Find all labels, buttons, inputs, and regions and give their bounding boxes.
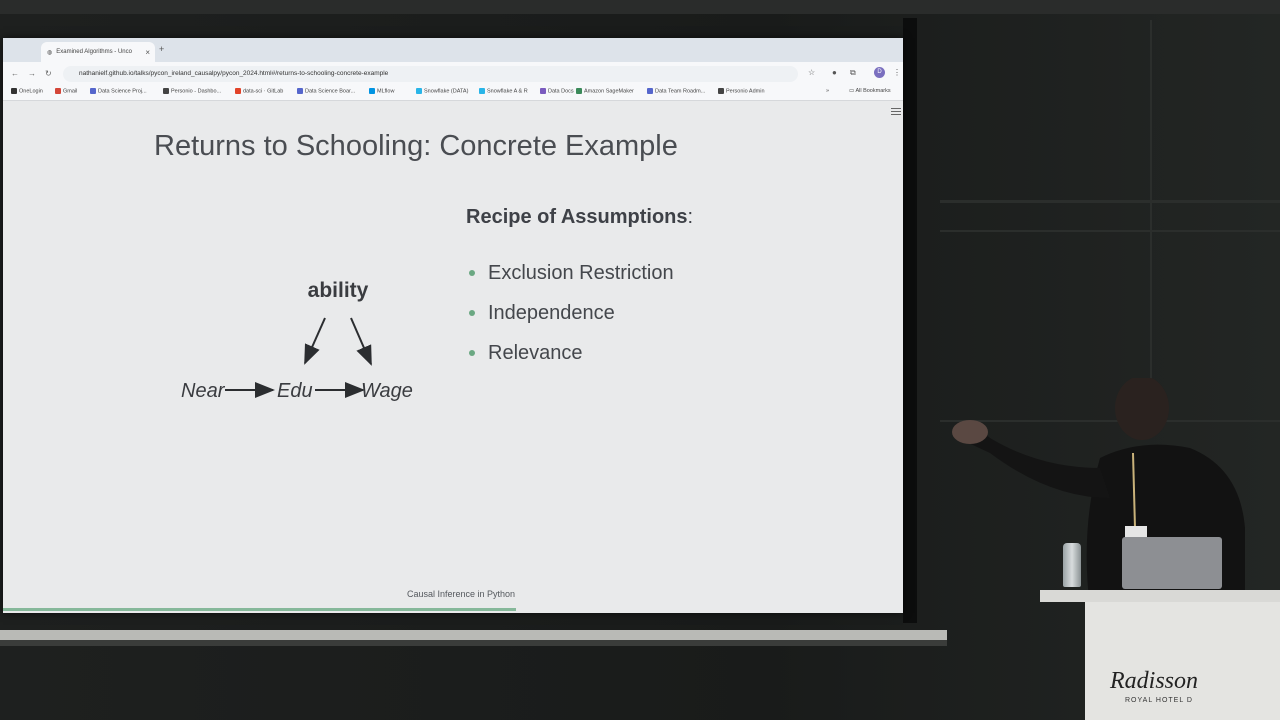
- edge-ability-edu: [305, 318, 325, 363]
- bookmark-favicon-icon: [416, 88, 422, 94]
- browser-toolbar: [3, 62, 903, 86]
- bookmark-item[interactable]: [540, 88, 574, 94]
- bookmark-favicon-icon: [369, 88, 375, 94]
- back-icon[interactable]: ←: [11, 69, 19, 78]
- more-bookmarks-button[interactable]: »: [826, 88, 830, 94]
- bookmark-favicon-icon: [647, 88, 653, 94]
- bookmark-item[interactable]: [11, 88, 43, 94]
- bookmark-favicon-icon: [163, 88, 169, 94]
- bullet-text: Relevance: [488, 341, 583, 364]
- bookmark-favicon-icon: [90, 88, 96, 94]
- slides-menu-icon[interactable]: [891, 108, 901, 117]
- bookmark-label: MLflow: [377, 88, 395, 95]
- all-bookmarks-label: All Bookmarks: [855, 88, 891, 94]
- bookmark-item[interactable]: [647, 88, 705, 94]
- podium-subtitle: ROYAL HOTEL D: [1125, 697, 1193, 704]
- extension-icon[interactable]: ●: [832, 68, 837, 77]
- bookmark-item[interactable]: [163, 88, 221, 94]
- bullet-dot-icon: [469, 350, 475, 356]
- wall-panel-line: [1150, 20, 1152, 420]
- bookmark-item[interactable]: [718, 88, 765, 94]
- bookmark-label: Data Science Boar...: [305, 88, 356, 95]
- bookmark-favicon-icon: [479, 88, 485, 94]
- bookmark-item[interactable]: [576, 88, 634, 94]
- bullet-dot-icon: [469, 270, 475, 276]
- node-wage: Wage: [361, 380, 413, 402]
- wall-panel-line: [940, 200, 1280, 203]
- bookmark-favicon-icon: [718, 88, 724, 94]
- recipe-heading: [466, 206, 693, 229]
- bookmark-label: Amazon SageMaker: [584, 88, 634, 95]
- ceiling-strip: [0, 0, 1280, 14]
- all-bookmarks-button[interactable]: [849, 88, 891, 94]
- bullet-dot-icon: [469, 310, 475, 316]
- projector-screen: [3, 38, 903, 613]
- tab-strip: [3, 38, 903, 62]
- close-tab-icon[interactable]: ×: [145, 47, 150, 57]
- bookmark-favicon-icon: [235, 88, 241, 94]
- bookmark-label: Snowflake A & R: [487, 88, 528, 95]
- screen-frame: [903, 18, 917, 623]
- causal-diagram: [173, 266, 433, 406]
- bookmark-label: Personio Admin: [726, 88, 765, 95]
- profile-avatar[interactable]: D: [874, 67, 885, 78]
- speaker-head: [1115, 378, 1169, 440]
- reload-icon[interactable]: ↻: [45, 69, 52, 78]
- bookmark-label: Data Science Proj...: [98, 88, 147, 95]
- assumption-list: [469, 253, 674, 373]
- kebab-menu-icon[interactable]: ⋮: [893, 68, 901, 77]
- edge-ability-wage: [351, 318, 371, 364]
- bookmark-favicon-icon: [11, 88, 17, 94]
- bookmark-label: Data Team Roadm...: [655, 88, 706, 95]
- bookmark-label: Snowflake (DATA): [424, 88, 469, 95]
- new-tab-button[interactable]: +: [159, 44, 165, 54]
- globe-icon: ◍: [47, 49, 53, 56]
- bookmark-item[interactable]: [479, 88, 528, 94]
- water-bottle: [1063, 543, 1081, 587]
- bookmark-favicon-icon: [297, 88, 303, 94]
- forward-icon[interactable]: →: [28, 69, 36, 78]
- url-text: nathanielf.github.io/talks/pycon_ireland_causalpy/pycon_2024.html#/returns-to-schooling-concrete-example: [79, 70, 389, 77]
- list-item: [469, 333, 674, 373]
- bookmark-label: OneLogin: [19, 88, 43, 95]
- list-item: [469, 253, 674, 293]
- bullet-text: Independence: [488, 301, 615, 324]
- list-item: [469, 293, 674, 333]
- tab-title: Examined Algorithms - Unco: [56, 49, 132, 55]
- podium: [1040, 590, 1280, 720]
- slide-progress-bar: [3, 608, 516, 611]
- podium-top: [1040, 590, 1280, 602]
- bookmark-item[interactable]: [416, 88, 468, 94]
- bookmarks-bar: [3, 86, 903, 101]
- bookmark-label: Gmail: [63, 88, 78, 95]
- address-bar[interactable]: [63, 66, 798, 82]
- node-ability: ability: [307, 279, 369, 302]
- slide-footer: Causal Inference in Python: [407, 589, 516, 599]
- bookmark-label: data-sci · GitLab: [243, 88, 284, 95]
- bookmark-item[interactable]: [90, 88, 147, 94]
- folder-icon: ▭: [849, 88, 855, 94]
- puzzle-icon[interactable]: ⧉: [850, 68, 856, 77]
- bookmark-item[interactable]: [55, 88, 77, 94]
- bookmark-star-icon[interactable]: ☆: [808, 68, 816, 77]
- screen-ledge: [0, 630, 947, 640]
- bookmark-item[interactable]: [369, 88, 394, 94]
- screen-ledge-shadow: [0, 640, 947, 646]
- browser-tab[interactable]: [41, 42, 155, 62]
- wall-panel-line: [940, 230, 1280, 232]
- podium-logo: Radisson: [1110, 668, 1199, 694]
- bookmark-item[interactable]: [297, 88, 355, 94]
- recipe-heading-colon: :: [687, 206, 694, 228]
- bookmark-favicon-icon: [576, 88, 582, 94]
- node-edu: Edu: [277, 380, 313, 402]
- speaker-hand: [952, 420, 988, 444]
- recipe-heading-text: Recipe of Assumptions: [466, 206, 688, 228]
- laptop: [1122, 537, 1222, 589]
- bookmark-label: Data Docs: [548, 88, 574, 95]
- node-near: Near: [181, 380, 225, 402]
- bullet-text: Exclusion Restriction: [488, 261, 674, 284]
- bookmark-item[interactable]: [235, 88, 283, 94]
- bookmark-label: Personio - Dashbo...: [171, 88, 222, 95]
- bookmark-favicon-icon: [540, 88, 546, 94]
- slide-title: Returns to Schooling: Concrete Example: [154, 130, 678, 162]
- bookmark-favicon-icon: [55, 88, 61, 94]
